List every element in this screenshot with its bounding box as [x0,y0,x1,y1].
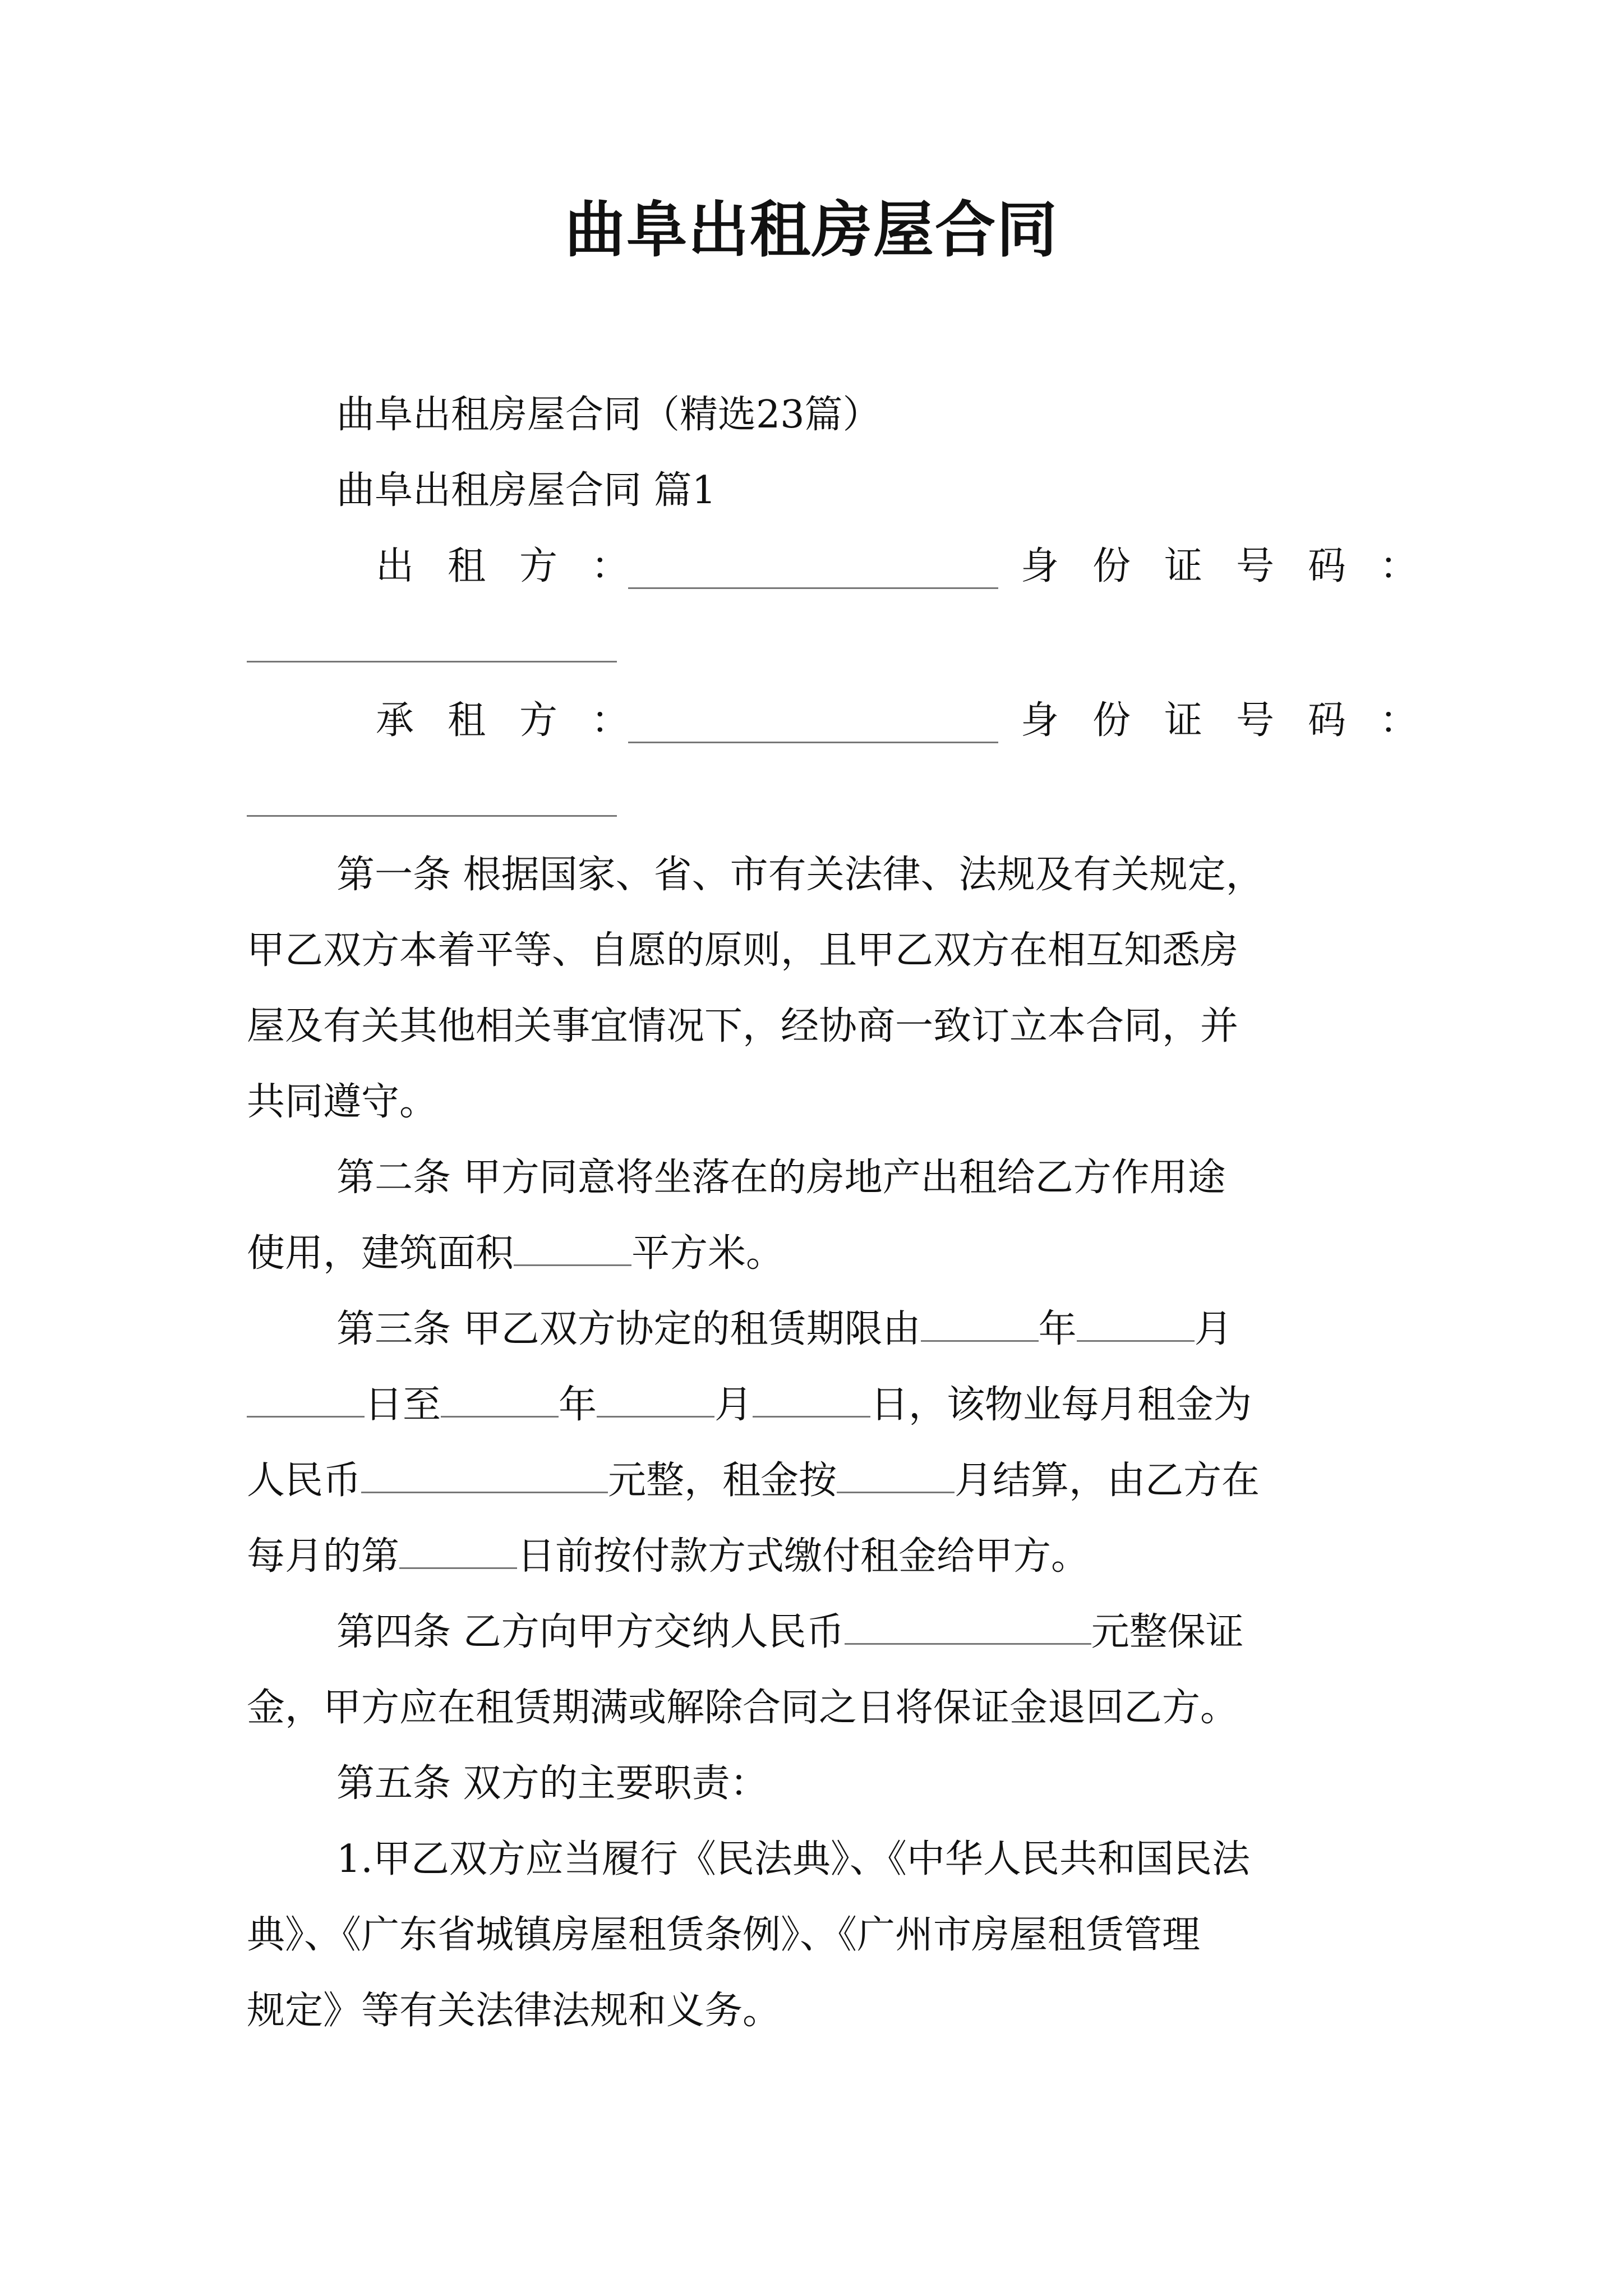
payment-day-blank [399,1533,517,1569]
article5-line3: 规定》等有关法律法规和义务。 [247,1989,781,2033]
article4-text-b: 元整保证 [1091,1610,1244,1654]
article3-text-d: 日至 [365,1383,441,1427]
lessor-id-label: 身份证号码： [1021,544,1452,588]
article3-text-h: 人民币 [247,1458,362,1503]
article3-text-k: 每月的第 [247,1534,400,1579]
lessee-label: 承租方： [376,698,663,743]
article1-line1: 第一条 根据国家、省、市有关法律、法规及有关规定， [336,853,1264,897]
rent-amount-blank [361,1457,608,1493]
article3-text-f: 月 [714,1383,753,1427]
start-day-blank [247,1381,365,1418]
end-month-blank [597,1381,714,1418]
end-day-blank [753,1381,870,1418]
article5-line2: 典》、《广东省城镇房屋租赁条例》、《广州市房屋租赁管理 [247,1913,1201,1957]
article1-line4: 共同遵守。 [247,1080,438,1124]
article5-line1: 1.甲乙双方应当履行《民法典》、《中华人民共和国民法 [336,1837,1250,1881]
article3-text-b: 年 [1038,1307,1077,1351]
article3-text-c: 月 [1194,1307,1233,1351]
article3-line2 [247,1377,1252,1433]
article2-text-b: 平方米。 [631,1231,785,1276]
article2-line2 [247,1226,784,1282]
article3-line3 [247,1453,1260,1509]
article1-line3: 屋及有关其他相关事宜情况下，经协商一致订立本合同，并 [247,1004,1239,1048]
article3-text-l: 日前按付款方式缴付租金给甲方。 [517,1534,1090,1579]
lessee-name-blank [628,707,998,743]
article5-heading: 第五条 双方的主要职责： [336,1761,768,1806]
article3-text-e: 年 [559,1383,597,1427]
article2-line1: 第二条 甲方同意将坐落在的房地产出租给乙方作用途 [336,1156,1226,1200]
document-subtitle: 曲阜出租房屋合同（精选23篇） [336,393,881,437]
end-year-blank [441,1381,559,1418]
article4-line1 [336,1604,1244,1660]
lessee-id-blank [247,815,617,817]
start-month-blank [1077,1305,1195,1342]
article3-text-a: 第三条 甲乙双方协定的租赁期限由 [336,1307,921,1351]
article3-line1 [336,1301,1233,1358]
article1-line2: 甲乙双方本着平等、自愿的原则，且甲乙双方在相互知悉房 [247,928,1239,973]
document-title: 曲阜出租房屋合同 [564,195,1058,265]
article4-text-a: 第四条 乙方向甲方交纳人民币 [336,1610,845,1654]
article4-line2: 金，甲方应在租赁期满或解除合同之日将保证金退回乙方。 [247,1686,1239,1730]
lessor-name-blank [628,553,998,589]
article3-line4 [247,1529,1089,1585]
lessee-id-label: 身份证号码： [1021,698,1452,743]
article3-text-g: 日，该物业每月租金为 [870,1383,1252,1427]
section-heading: 曲阜出租房屋合同 篇1 [336,468,716,513]
deposit-amount-blank [845,1608,1091,1645]
area-blank [514,1230,631,1266]
lessor-id-blank [247,661,617,662]
start-year-blank [921,1305,1039,1342]
article3-text-i: 元整，租金按 [608,1458,837,1503]
article3-text-j: 月结算，由乙方在 [955,1458,1260,1503]
lessor-label: 出租方： [376,544,663,588]
article2-text-a: 使用，建筑面积 [247,1231,514,1276]
settlement-period-blank [837,1457,955,1493]
